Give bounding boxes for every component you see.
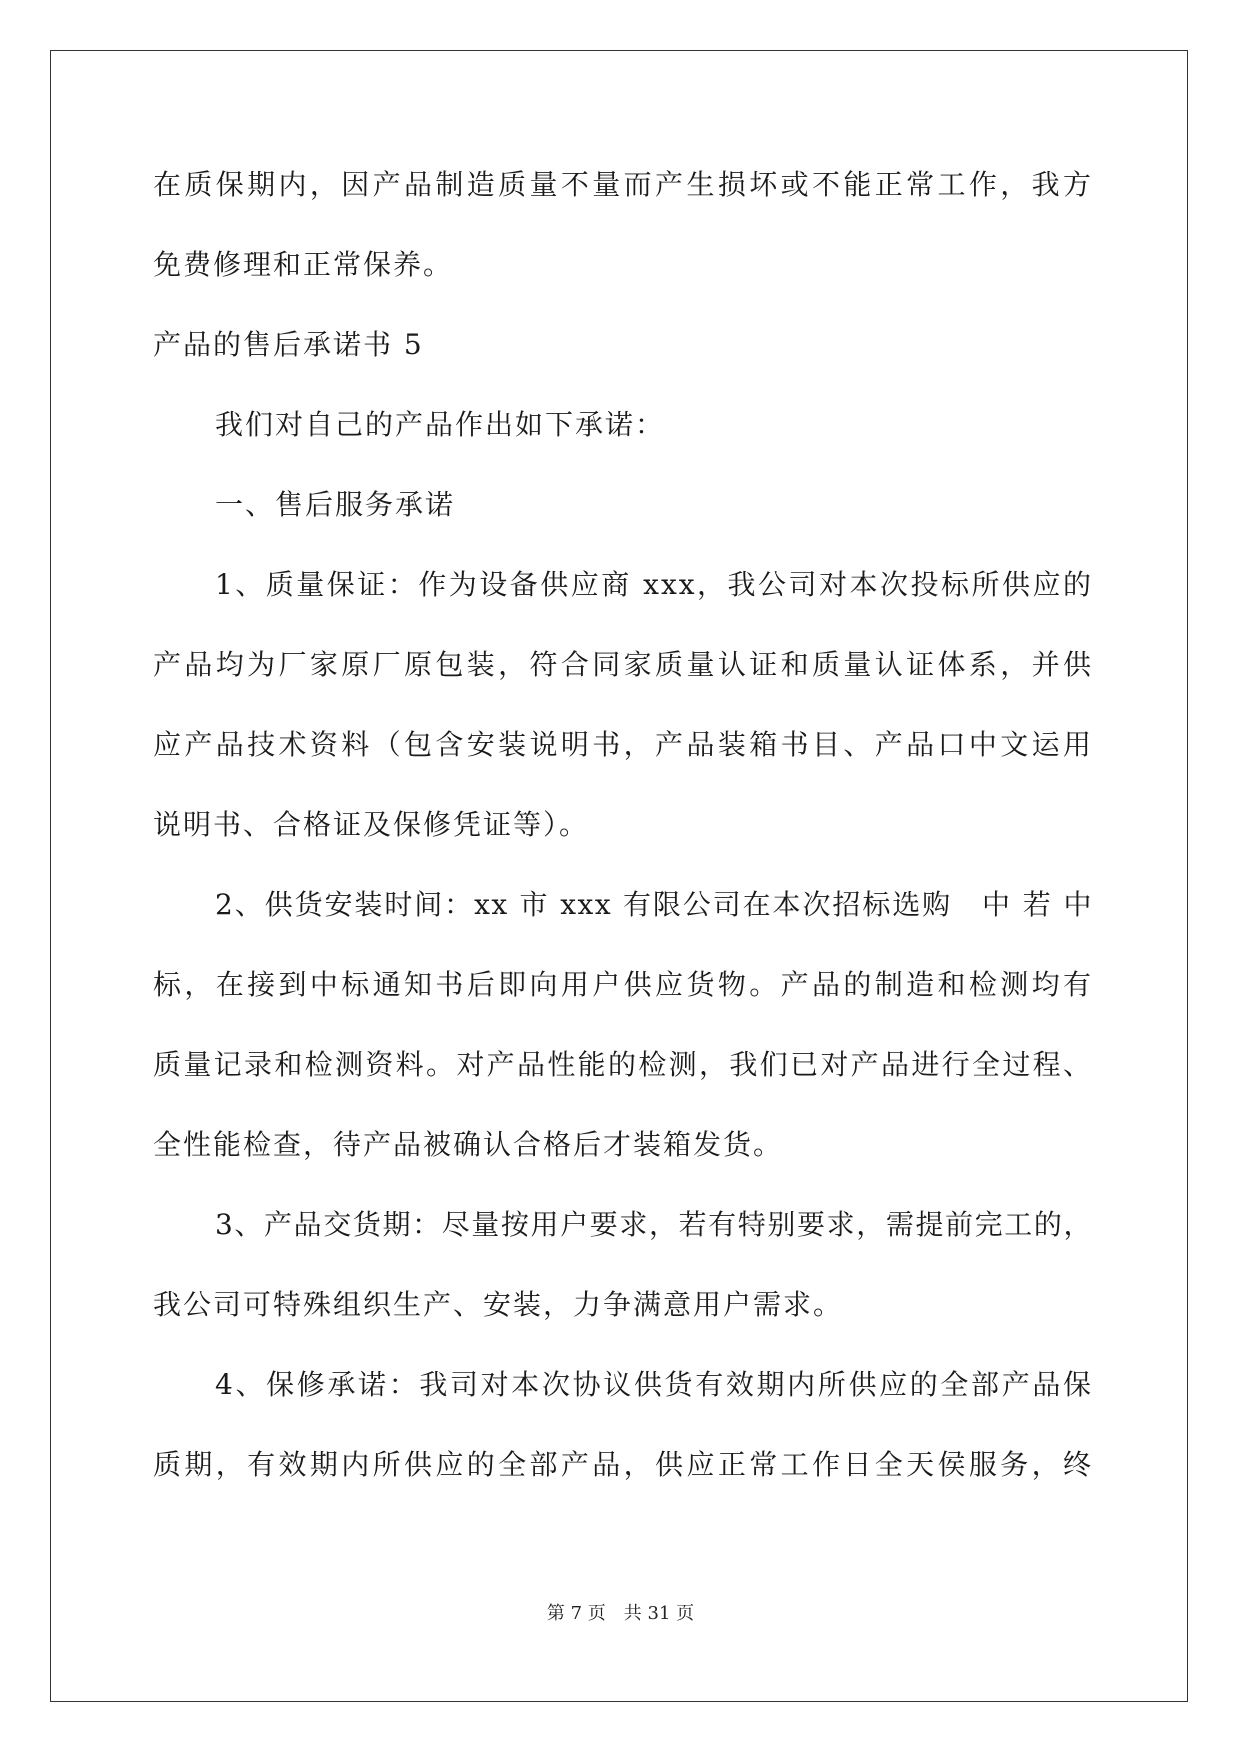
- section-heading: 产品的售后承诺书 5: [153, 328, 424, 361]
- total-pages: 共 31 页: [623, 1603, 695, 1624]
- text-line: 全性能检查，待产品被确认合格后才装箱发货。: [153, 1128, 784, 1161]
- text-line: 质期，有效期内所供应的全部产品，供应正常工作日全天侯服务，终: [153, 1448, 1093, 1481]
- text-line: 3、产品交货期：尽量按用户要求，若有特别要求，需提前完工的，: [215, 1208, 1093, 1241]
- text-line: 2、供货安装时间：xx 市 xxx 有限公司在本次招标选购 中 若 中: [215, 888, 1093, 921]
- text-line: 质量记录和检测资料。对产品性能的检测，我们已对产品进行全过程、: [153, 1048, 1093, 1081]
- current-page-number: 第 7 页: [546, 1603, 606, 1624]
- text-line: 我公司可特殊组织生产、安装，力争满意用户需求。: [153, 1288, 844, 1321]
- text-line: 免费修理和正常保养。: [153, 248, 454, 281]
- text-line: 4、保修承诺：我司对本次协议供货有效期内所供应的全部产品保: [215, 1368, 1093, 1401]
- document-body: [153, 165, 1093, 1525]
- text-line: 标，在接到中标通知书后即向用户供应货物。产品的制造和检测均有: [153, 968, 1093, 1001]
- subheading: 一、售后服务承诺: [215, 488, 456, 521]
- text-line: 说明书、合格证及保修凭证等）。: [153, 808, 590, 841]
- text-line: 应产品技术资料（包含安装说明书，产品装箱书目、产品口中文运用: [153, 728, 1093, 761]
- text-line: 1、质量保证：作为设备供应商 xxx，我公司对本次投标所供应的: [215, 568, 1093, 601]
- text-line: 产品均为厂家原厂原包装，符合同家质量认证和质量认证体系，并供: [153, 648, 1093, 681]
- text-line: 我们对自己的产品作出如下承诺：: [215, 408, 666, 441]
- text-line: 在质保期内，因产品制造质量不量而产生损坏或不能正常工作，我方: [153, 168, 1093, 201]
- page-footer: [0, 1602, 1241, 1626]
